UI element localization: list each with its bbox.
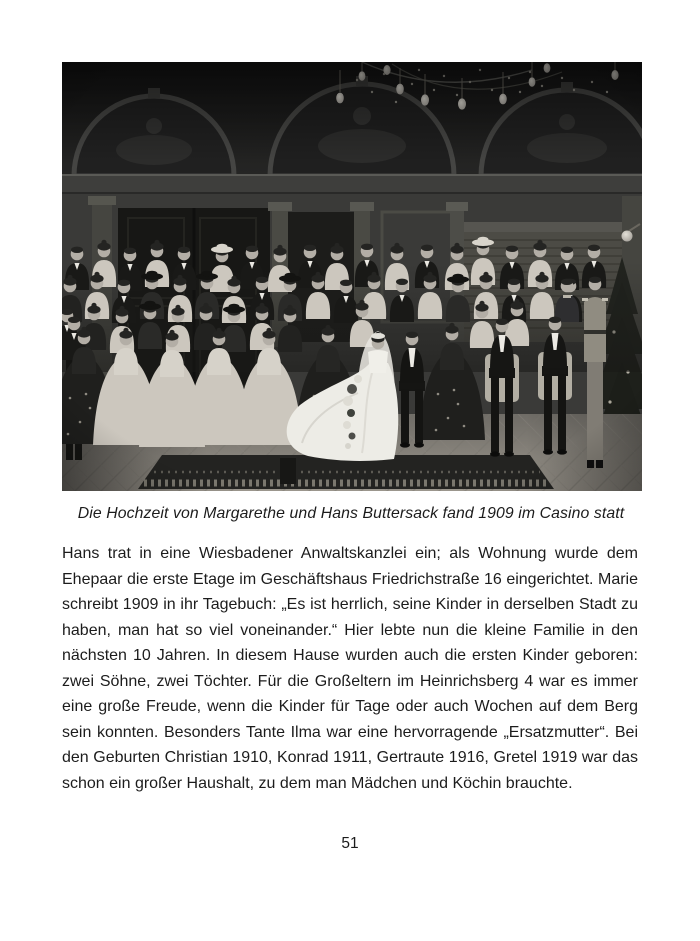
- wedding-photo-illustration: [62, 62, 642, 491]
- wedding-photo: [62, 62, 642, 491]
- photo-vignette: [62, 62, 642, 491]
- page-number: 51: [341, 835, 359, 852]
- photo-caption: Die Hochzeit von Margarethe und Hans Buttersack fand 1909 im Casino statt: [77, 505, 625, 522]
- body-paragraph: Hans trat in eine Wiesbadener Anwaltskanzlei ein; als Wohnung wurde dem Ehepaar die erste Etage im Geschäftshaus Friedrichstraße 16 eingerichtet. Marie schreibt 1909 in ihr Tagebuch: „Es ist herrlich, seine Kinder in derselben Stadt zu haben, man hat so viel voneinander.“ Hier lebte nun die kleine Familie in den nächsten 10 Jahren. In diesem Hause wurden auch die ersten Kinder geboren: zwei Söhne, zwei Töchter. Für die Großeltern im Heinrichsberg 4 war es immer eine große Freude, wenn die Kinder für Tage oder auch Wochen auf dem Berg sein konnten. Besonders Tante Ilma war eine hervorragende „Ersatzmutter“. Bei den Geburten Christian 1910, Konrad 1911, Gertraute 1916, Gretel 1919 war das schon ein großer Haushalt, zu dem man Mädchen und Köchin brauchte.: [62, 545, 638, 792]
